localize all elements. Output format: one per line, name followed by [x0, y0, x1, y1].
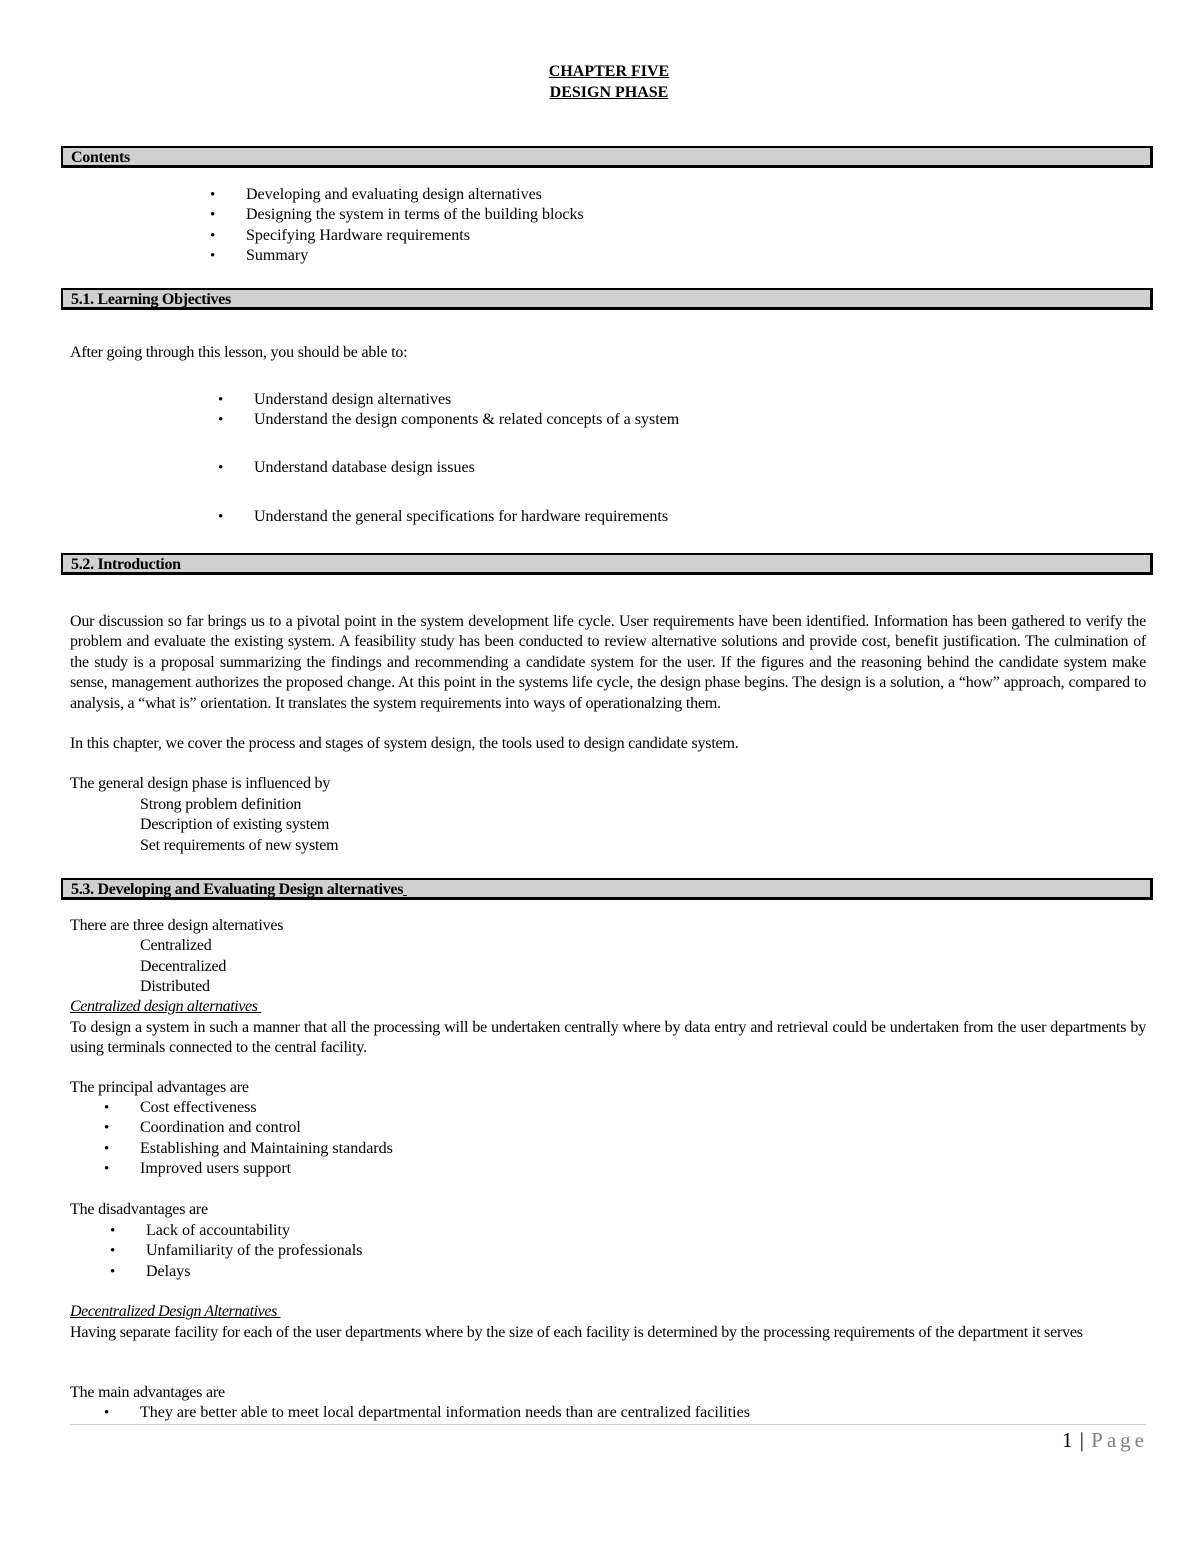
alternatives-heading-text: 5.3. Developing and Evaluating Design alternatives	[71, 881, 404, 898]
chapter-cover-text: In this chapter, we cover the process and stages of system design, the tools used to design candidate system.	[70, 735, 739, 752]
influence-item: Set requirements of new system	[140, 837, 339, 854]
introduction-heading: 5.2. Introduction	[61, 553, 1153, 575]
alternative-type: Centralized	[140, 937, 212, 954]
alternatives-intro: There are three design alternatives	[70, 917, 284, 934]
alternative-type: Decentralized	[140, 958, 227, 975]
alternative-type: Distributed	[140, 978, 210, 995]
footer-rule	[70, 1424, 1146, 1425]
document-page: CHAPTER FIVE DESIGN PHASE Contents • Developing and evaluating design alternatives • Designing the system in terms of the building blocks • Specifying Hardware requirements • Summary 5.1. Learning Objectives After going through this lesson, you should be able to: • Understand design alternatives • Understand the design components & related concepts of a system • Understand database design issues • Understand the general specifications for hardware requirements 5.2. Introduction Our discussion so far brings us to a pivotal point in the system development life cycle. User requirements have been identified. Information has been gathered to verify the problem and evaluate the existing system. A feasibility study has been conducted to review alternative solutions and provide cost, benefit justification. The culmination of the study is a proposal summarizing the findings and recommending a candidate system for the user. If the figures and the reasoning behind the candidate system make sense, management authorizes the proposed change. At this point in the systems life cycle, the design phase begins. The design is a solution, a “how” approach, compared to analysis, a “what is” orientation. It translates the system requirements into ways of operationalzing them. In this chapter, we cover the process and stages of system design, the tools used to design candidate system. The general design phase is influenced by Strong problem definition Description of existing system Set requirements of new system 5.3. Developing and Evaluating Design alternatives There are three design alternatives Centralized Decentralized Distributed Centralized design alternatives To design a system in such a manner that all the processing will be undertaken centrally where by data entry and retrieval could be undertaken from the user departments by using terminals connected to the central facility. The principal advantages are • Cost effectiveness • Coordination and control • Establishing and Maintaining standards • Improved users support The disadvantages are • Lack of accountability • Unfamiliarity of the professionals • Delays Decentralized Design Alternatives Having separate facility for each of the user departments where by the size of each facility is determined by the processing requirements of the department it serves The main advantages are • They are better able to meet local departmental information needs than are centralized facilities 1 | Page	[0, 0, 1200, 1553]
decentralized-subheading: Decentralized Design Alternatives	[70, 1303, 277, 1320]
decentralized-description: Having separate facility for each of the user departments where by the size of each facility is determined by the processing requirements of the department it serves	[70, 1324, 1083, 1341]
page-label: Page	[1091, 1428, 1148, 1452]
objectives-intro: After going through this lesson, you should be able to:	[70, 344, 408, 361]
chapter-title: CHAPTER FIVE	[548, 63, 670, 80]
phase-title: DESIGN PHASE	[549, 84, 669, 101]
centralized-description: To design a system in such a manner that all the processing will be undertaken centrally where by data entry and retrieval could be undertaken from the user departments by using terminals connected to the central facility.	[70, 1019, 1146, 1057]
influence-item: Description of existing system	[140, 816, 330, 833]
objectives-heading: 5.1. Learning Objectives	[61, 288, 1153, 310]
page-separator: |	[1079, 1428, 1085, 1452]
centralized-advantages-label: The principal advantages are	[70, 1079, 249, 1096]
page-footer	[1062, 1430, 1148, 1450]
centralized-disadvantages-label: The disadvantages are	[70, 1201, 208, 1218]
alternatives-heading	[61, 878, 1153, 900]
introduction-paragraph: Our discussion so far brings us to a pivotal point in the system development life cycle. User requirements have been identified. Information has been gathered to verify the problem and evaluate the existing system. A feasibility study has been conducted to review alternative solutions and provide cost, benefit justification. The culmination of the study is a proposal summarizing the findings and recommending a candidate system for the user. If the figures and the reasoning behind the candidate system make sense, management authorizes the proposed change. At this point in the systems life cycle, the design phase begins. The design is a solution, a “how” approach, compared to analysis, a “what is” orientation. It translates the system requirements into ways of operationalzing them.	[70, 613, 1146, 712]
influenced-by-label: The general design phase is influenced by	[70, 775, 331, 792]
decentralized-advantages-label: The main advantages are	[70, 1384, 225, 1401]
contents-heading: Contents	[61, 146, 1153, 168]
centralized-subheading: Centralized design alternatives	[70, 998, 258, 1015]
page-number: 1	[1061, 1428, 1074, 1452]
influence-item: Strong problem definition	[140, 796, 302, 813]
